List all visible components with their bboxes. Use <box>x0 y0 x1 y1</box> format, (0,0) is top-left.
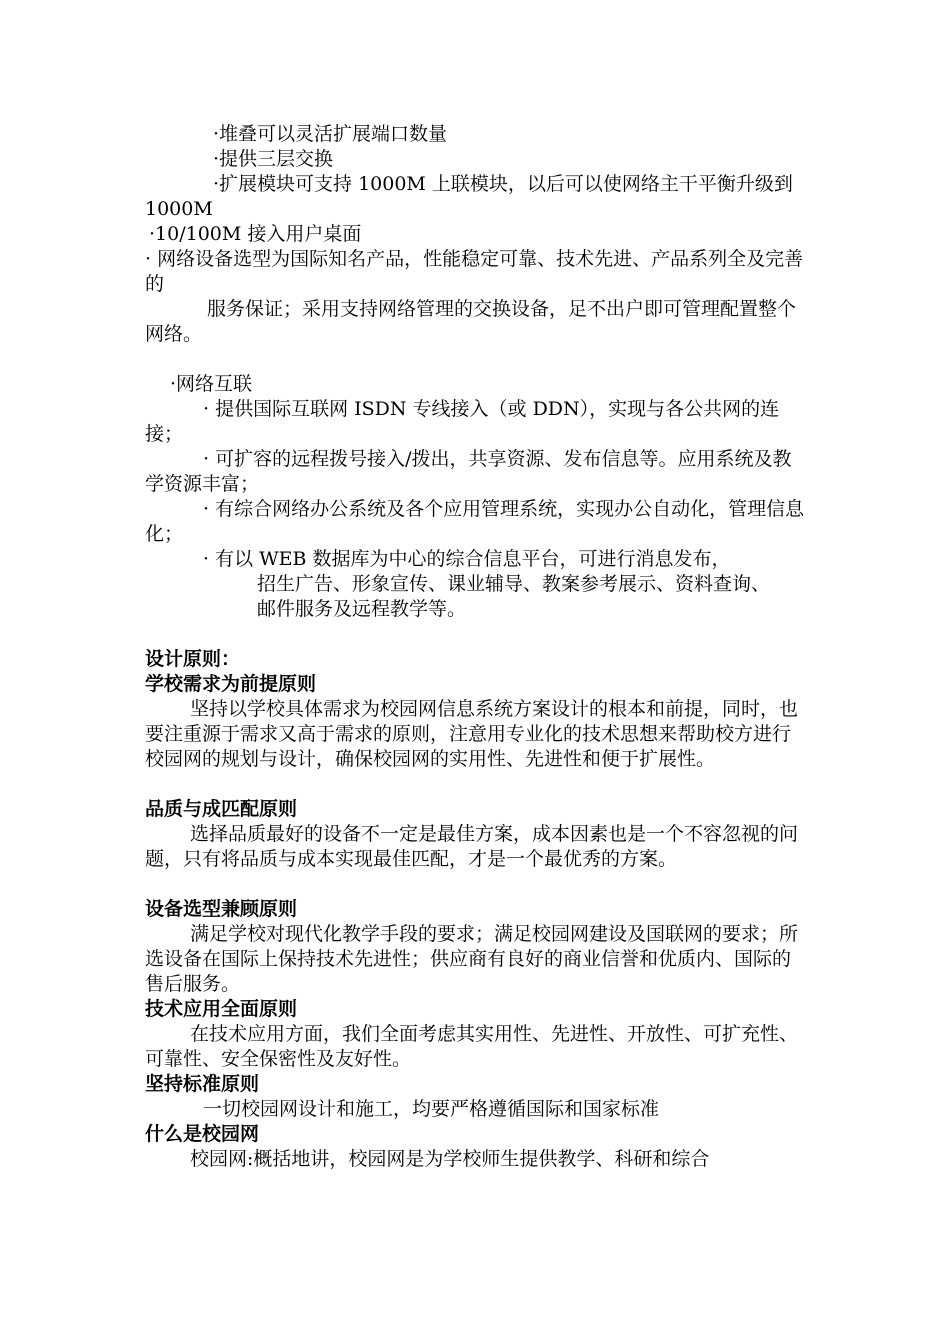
principle-body-technology: 在技术应用方面，我们全面考虑其实用性、先进性、开放性、可扩充性、可靠性、安全保密性及友好性。 <box>145 1023 799 1070</box>
principle-title-equipment: 设备选型兼顾原则 <box>145 898 298 920</box>
spacer <box>145 872 825 897</box>
interconnect-item-web-cont2: 邮件服务及远程教学等。 <box>257 598 467 620</box>
principle-body-equipment: 满足学校对现代化教学手段的要求；满足校园网建设及国联网的要求；所选设备在国际上保持技术先进性；供应商有良好的商业信誉和优质内、国际的售后服务。 <box>145 923 799 995</box>
interconnect-item-office: · 有综合网络办公系统及各个应用管理系统，实现办公自动化，管理信息化； <box>145 498 805 545</box>
interconnect-item-web: · 有以 WEB 数据库为中心的综合信息平台，可进行消息发布， <box>203 548 731 570</box>
principle-title-technology: 技术应用全面原则 <box>145 998 298 1020</box>
interconnect-title: ·网络互联 <box>170 373 253 395</box>
feature-line-stacking: ·堆叠可以灵活扩展端口数量 <box>213 123 448 145</box>
principle-body-needs: 坚持以学校具体需求为校园网信息系统方案设计的根本和前提，同时，也要注重源于需求又高于需求的原则，注意用专业化的技术思想来帮助校方进行校园网的规划与设计，确保校园网的实用性、先进性和便于扩展性。 <box>145 698 799 770</box>
principle-title-needs: 学校需求为前提原则 <box>145 673 317 695</box>
feature-line-selection: · 网络设备选型为国际知名产品，性能稳定可靠、技术先进、产品系列全及完善的 <box>145 248 804 295</box>
interconnect-item-web-cont1: 招生广告、形象宣传、课业辅导、教案参考展示、资料查询、 <box>257 573 771 595</box>
principles-heading: 设计原则： <box>145 648 241 670</box>
principle-title-standards: 坚持标准原则 <box>145 1073 260 1095</box>
spacer <box>145 347 825 372</box>
interconnect-item-dialup: · 可扩容的远程拨号接入/拨出，共享资源、发布信息等。应用系统及教学资源丰富； <box>145 448 792 495</box>
feature-line-uplink: ·扩展模块可支持 1000M 上联模块，以后可以使网络主干平衡升级到 1000M <box>145 173 793 220</box>
campus-title: 什么是校园网 <box>145 1123 260 1145</box>
document-body <box>145 122 825 1172</box>
feature-line-desktop: ·10/100M 接入用户桌面 <box>149 223 362 245</box>
campus-body: 校园网:概括地讲，校园网是为学校师生提供教学、科研和综合 <box>190 1148 710 1170</box>
principle-body-standards: 一切校园网设计和施工，均要严格遵循国际和国家标准 <box>203 1098 660 1120</box>
spacer <box>145 772 825 797</box>
interconnect-item-isdn: · 提供国际互联网 ISDN 专线接入（或 DDN），实现与各公共网的连接； <box>145 398 780 445</box>
principle-body-quality: 选择品质最好的设备不一定是最佳方案，成本因素也是一个不容忽视的问题，只有将品质与成本实现最佳匹配，才是一个最优秀的方案。 <box>145 823 799 870</box>
spacer <box>145 622 825 647</box>
principle-title-quality: 品质与成匹配原则 <box>145 798 298 820</box>
feature-line-service: 服务保证；采用支持网络管理的交换设备，足不出户即可管理配置整个网络。 <box>145 298 797 345</box>
feature-line-layer3: ·提供三层交换 <box>213 148 334 170</box>
